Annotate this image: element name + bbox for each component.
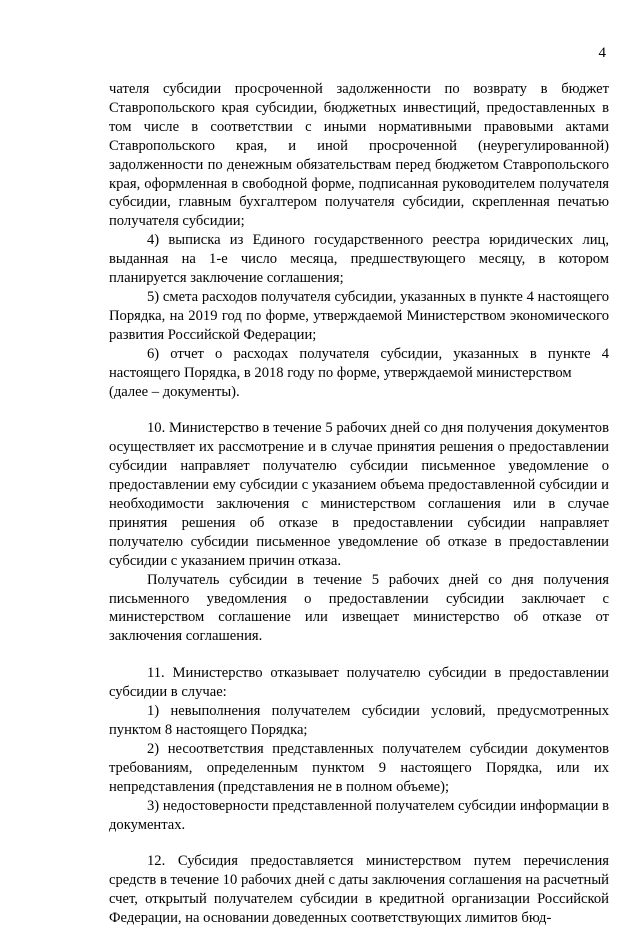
paragraph-section-11: 11. Министерство отказывает получателю субсидии в предоставлении субсидии в случае: xyxy=(109,665,609,701)
paragraph-section-10: 10. Министерство в течение 5 рабочих дней со дня получения документов осуществляет их рассмотрение и в случае принятия решения о предоставлении субсидии направляет получателю субсидии письменное уведомление о предоставлении ему субсидии с указанием объема предоставленной субсидии и необходимости заключения с министерством соглашения или в случае принятия решения об отказе в предоставлении субсидии направляет получателю субсидии письменное уведомление об отказе в предоставлении субсидии с указанием причин отказа. xyxy=(109,420,609,569)
paragraph-refusal-3: 3) недостоверности представленной получателем субсидии информации в документах. xyxy=(109,797,609,833)
paragraph-refusal-1: 1) невыполнения получателем субсидии условий, предусмотренных пунктом 8 настоящего Порядка; xyxy=(109,703,609,738)
paragraph-continuation: чателя субсидии просроченной задолженности по возврату в бюджет Ставропольского края субсидии, бюджетных инвестиций, предоставленных в том числе в соответствии с иными нормативными правовыми актами Ставропольского края, и иной просроченной (неурегулированной) задолженности по денежным обязательствам перед бюджетом Ставропольского края, оформленная в свободной форме, подписанная руководителем получателя субсидии, главным бухгалтером получателя субсидии, скрепленная печатью получателя субсидии; xyxy=(109,81,609,230)
paragraph-section-12: 12. Субсидия предоставляется министерством путем перечисления средств в течение 10 рабочих дней с даты заключения соглашения на расчетный счет, открытый получателем субсидии в кредитной организации Российской Федерации, на основании доведенных соответствующих лимитов бюд- xyxy=(109,853,609,927)
document-body xyxy=(109,80,609,928)
page-number: 4 xyxy=(598,45,606,61)
paragraph-gap xyxy=(109,401,609,419)
paragraph-recipient-response: Получатель субсидии в течение 5 рабочих дней со дня получения письменного уведомления о предоставлении субсидии заключает с министерством соглашение или извещает министерство об отказе от заключения соглашения. xyxy=(109,571,609,645)
paragraph-refusal-2: 2) несоответствия представленных получателем субсидии документов требованиям, определенным пунктом 9 настоящего Порядка, или их непредставления (представления не в полном объеме); xyxy=(109,740,609,795)
paragraph-item-4: 4) выписка из Единого государственного реестра юридических лиц, выданная на 1-е число месяца, предшествующего месяцу, в котором планируется заключение соглашения; xyxy=(109,232,609,287)
paragraph-gap xyxy=(109,834,609,852)
paragraph-item-6: 6) отчет о расходах получателя субсидии, указанных в пункте 4 настоящего Порядка, в 2018 году по форме, утверждаемой министерством xyxy=(109,345,609,381)
paragraph-item-5: 5) смета расходов получателя субсидии, указанных в пункте 4 настоящего Порядка, на 2019 год по форме, утверждаемой Министерством экономического развития Российской Федерации; xyxy=(109,288,609,343)
paragraph-gap xyxy=(109,646,609,664)
paragraph-documents-note: (далее – документы). xyxy=(109,383,240,400)
